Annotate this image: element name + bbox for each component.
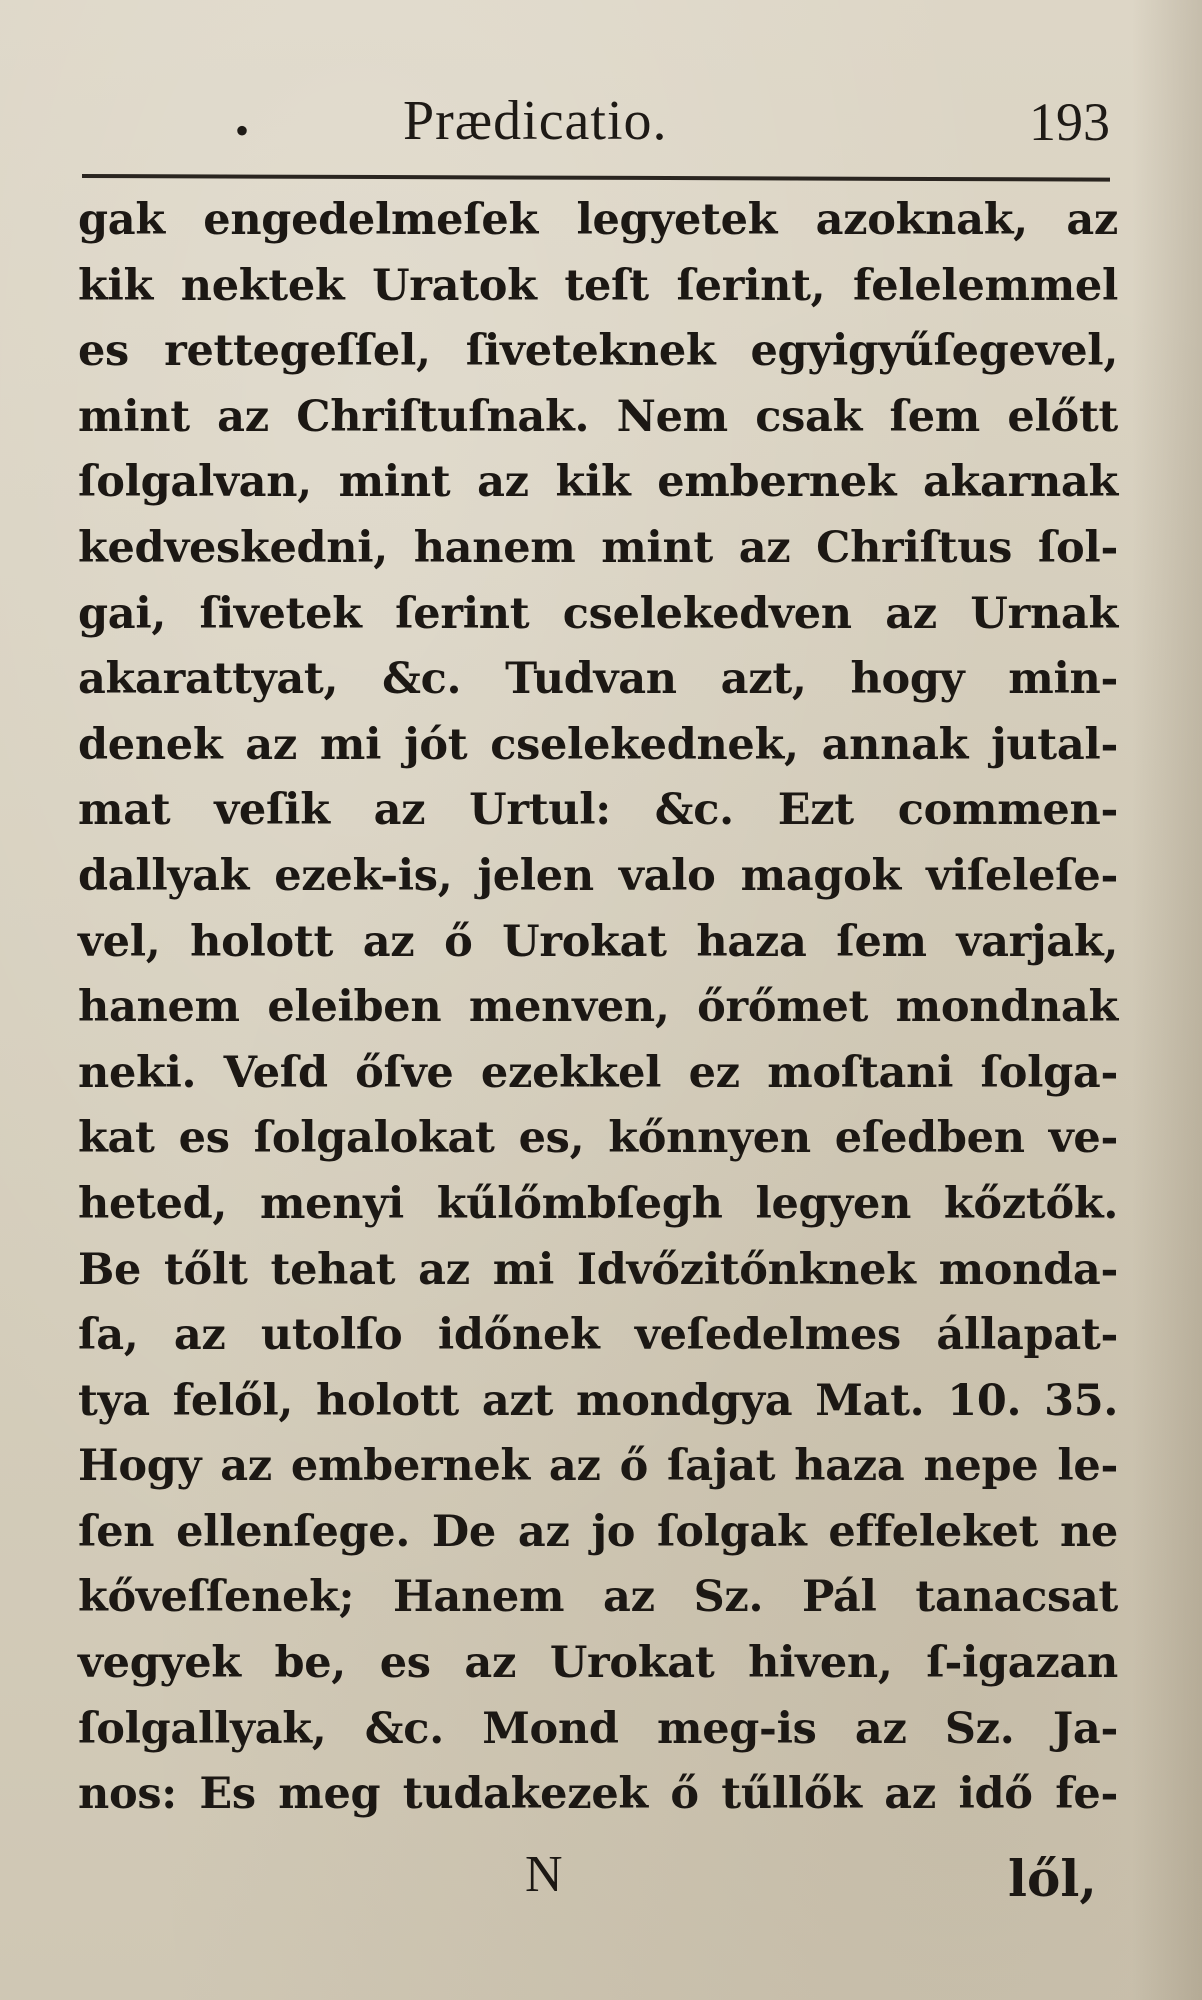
text-line: hanem eleiben menven, őrőmet mondnak (78, 982, 1118, 1033)
page-number: 193 (1029, 92, 1110, 152)
text-line: kedveskedni, hanem mint az Chriſtus ſol- (78, 522, 1118, 573)
text-line: kőveſſenek; Hanem az Sz. Pál tanacsat (78, 1572, 1118, 1623)
text-line: ſolgallyak, &c. Mond meg-is az Sz. Ja- (78, 1703, 1118, 1754)
text-line: ſolgalvan, mint az kik embernek akarnak (78, 457, 1118, 508)
text-line: gai, ſivetek ſerint cselekedven az Urnak (78, 588, 1118, 639)
text-line: Hogy az embernek az ő ſajat haza nepe le- (78, 1441, 1118, 1492)
signature-mark: N (525, 1846, 563, 1903)
text-line: tya felől, holott azt mondgya Mat. 10. 35. (78, 1375, 1118, 1426)
text-line: heted, menyi kűlőmbſegh legyen kőztők. (78, 1178, 1118, 1229)
text-line: neki. Veſd őſve ezekkel ez moſtani ſolga- (78, 1047, 1118, 1098)
text-line: kat es ſolgalokat es, kőnnyen eſedben ve- (78, 1113, 1118, 1164)
text-line: kik nektek Uratok teſt ſerint, felelemmel (78, 260, 1118, 311)
running-head (85, 85, 1110, 165)
header-rule (82, 174, 1110, 182)
body-text (78, 188, 1118, 1828)
text-line: ſen ellenſege. De az jo ſolgak effeleket ne (78, 1506, 1118, 1557)
text-line: dallyak ezek-is, jelen valo magok viſeleſe- (78, 850, 1118, 901)
text-line: mint az Chriſtuſnak. Nem csak ſem előtt (78, 391, 1118, 442)
ornament-dot: • (235, 108, 250, 153)
text-line: ſa, az utolſo időnek veſedelmes állapat- (78, 1310, 1118, 1361)
text-line: mat veſik az Urtul: &c. Ezt commen- (78, 785, 1118, 836)
text-line: denek az mi jót cselekednek, annak jutal- (78, 719, 1118, 770)
text-line: gak engedelmeſek legyetek azoknak, az (78, 195, 1118, 245)
text-line: nos: Es meg tudakezek ő tűllők az idő fe- (78, 1769, 1118, 1820)
text-line: vel, holott az ő Urokat haza ſem varjak, (78, 916, 1118, 967)
page-footer (0, 1845, 1202, 1915)
text-line: Be tőlt tehat az mi Idvőzitőnknek monda- (78, 1244, 1118, 1295)
text-line: akarattyat, &c. Tudvan azt, hogy min- (78, 654, 1118, 705)
catchword: lől, (1008, 1849, 1097, 1908)
text-line: es rettegeſſel, ſiveteknek egyigyűſegevel, (78, 326, 1118, 377)
text-line: vegyek be, es az Urokat hiven, ſ-igazan (78, 1638, 1118, 1689)
page-title: Prædicatio. (403, 90, 668, 152)
